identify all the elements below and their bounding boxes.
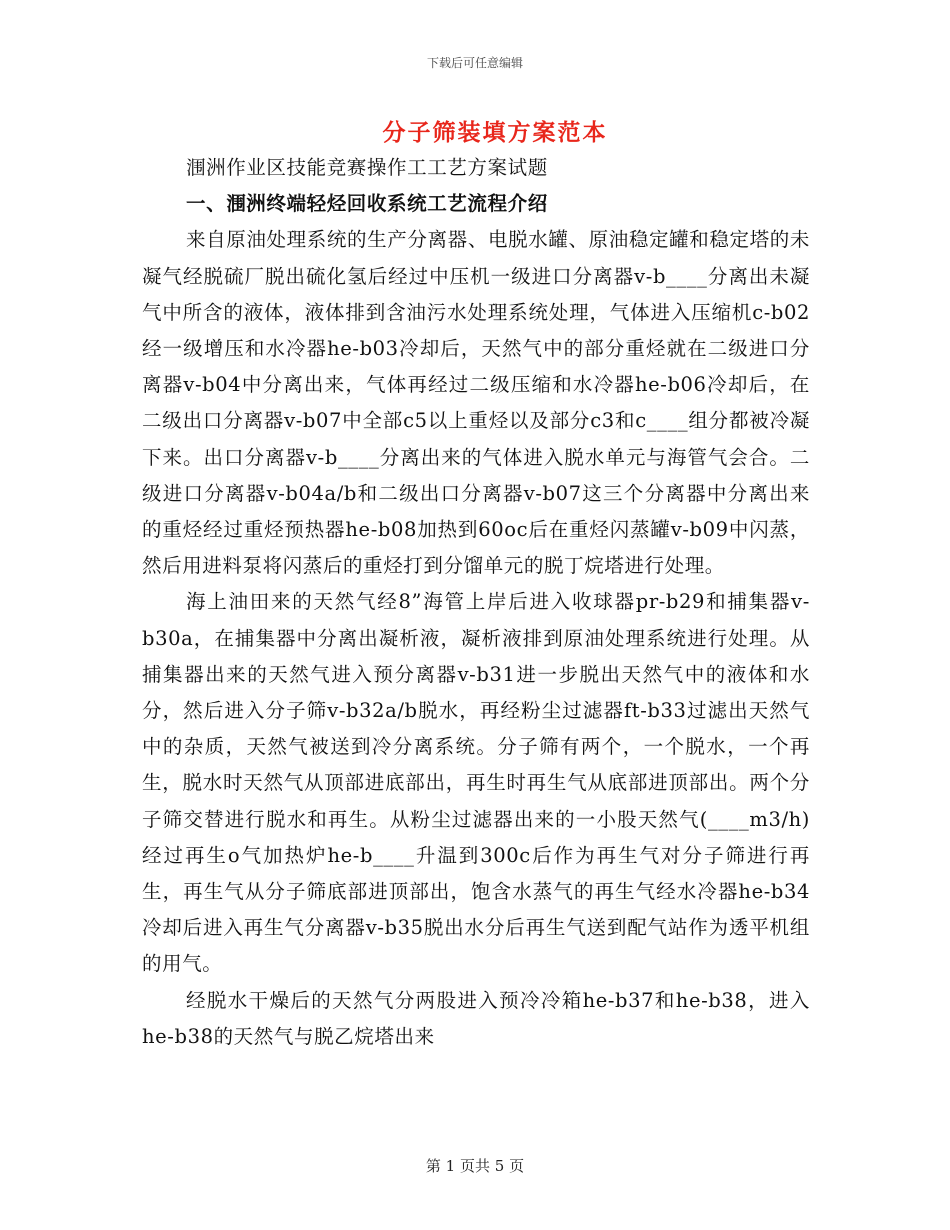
document-subtitle: 涠洲作业区技能竞赛操作工工艺方案试题 xyxy=(186,156,548,179)
paragraph-1: 来自原油处理系统的生产分离器、电脱水罐、原油稳定罐和稳定塔的未凝气经脱硫厂脱出硫化氢后经过中压机一级进口分离器v-b____分离出未凝气中所含的液体，液体排到含油污水处理系统处理，气体进入压缩机c-b02经一级增压和水冷器he-b03冷却后，天然气中的部分重烃就在二级进口分离器v-b04中分离出来，气体再经过二级压缩和水冷器he-b06冷却后，在二级出口分离器v-b07中全部c5以上重烃以及部分c3和c____组分都被冷凝下来。出口分离器v-b____分离出来的气体进入脱水单元与海管气会合。二级进口分离器v-b04a/b和二级出口分离器v-b07这三个分离器中分离出来的重烃经过重烃预热器he-b08加热到60oc后在重烃闪蒸罐v-b09中闪蒸，然后用进料泵将闪蒸后的重烃打到分馏单元的脱丁烷塔进行处理。 xyxy=(142,228,810,578)
page-header: 下载后可任意编辑 xyxy=(426,56,523,70)
paragraph-3: 经脱水干燥后的天然气分两股进入预冷冷箱he-b37和he-b38，进入he-b38的天然气与脱乙烷塔出来 xyxy=(142,988,810,1048)
paragraph-2: 海上油田来的天然气经8”海管上岸后进入收球器pr-b29和捕集器v-b30a，在捕集器中分离出凝析液，凝析液排到原油处理系统进行处理。从捕集器出来的天然气进入预分离器v-b31进一步脱出天然气中的液体和水分，然后进入分子筛v-b32a/b脱水，再经粉尘过滤器ft-b33过滤出天然气中的杂质，天然气被送到冷分离系统。分子筛有两个，一个脱水，一个再生，脱水时天然气从顶部进底部出，再生时再生气从底部进顶部出。两个分子筛交替进行脱水和再生。从粉尘过滤器出来的一小股天然气(____m3/h)经过再生o气加热炉he-b____升温到300c后作为再生气对分子筛进行再生，再生气从分子筛底部进顶部出，饱含水蒸气的再生气经水冷器he-b34冷却后进入再生气分离器v-b35脱出水分后再生气送到配气站作为透平机组的用气。 xyxy=(142,590,810,976)
document-body xyxy=(142,150,810,1055)
document-title: 分子筛装填方案范本 xyxy=(382,119,608,146)
page-footer: 第 1 页共 5 页 xyxy=(425,1157,525,1175)
section-heading: 一、涠洲终端轻烃回收系统工艺流程介绍 xyxy=(186,192,548,216)
